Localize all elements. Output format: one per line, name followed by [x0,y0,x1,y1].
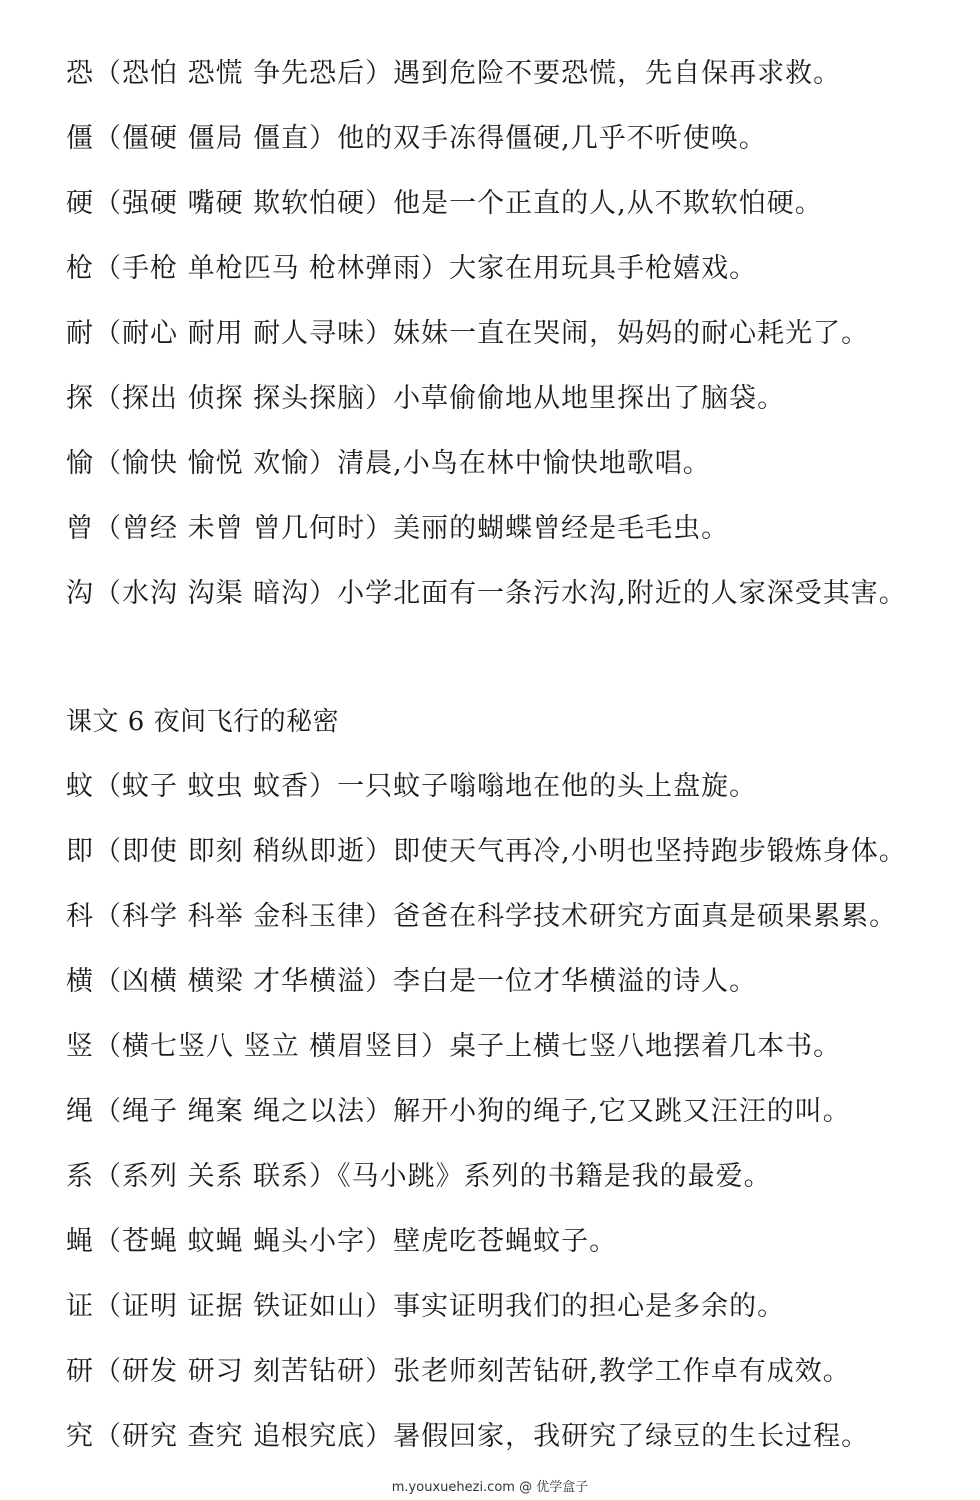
vocab-line: 愉（愉快 愉悦 欢愉）清晨,小鸟在林中愉快地歌唱。 [66,448,711,479]
vocab-line: 竖（横七竖八 竖立 横眉竖目）桌子上横七竖八地摆着几本书。 [66,1031,842,1062]
vocab-line: 探（探出 侦探 探头探脑）小草偷偷地从地里探出了脑袋。 [66,383,786,414]
vocabulary-list-1 [66,52,966,637]
vocab-line: 即（即使 即刻 稍纵即逝）即使天气再冷,小明也坚持跑步锻炼身体。 [66,836,907,867]
vocab-line: 恐（恐怕 恐慌 争先恐后）遇到危险不要恐慌，先自保再求救。 [66,58,842,89]
vocab-line: 蝇（苍蝇 蚊蝇 蝇头小字）壁虎吃苍蝇蚊子。 [66,1226,618,1257]
vocab-line: 沟（水沟 沟渠 暗沟）小学北面有一条污水沟,附近的人家深受其害。 [66,578,907,609]
vocab-line: 究（研究 查究 追根究底）暑假回家，我研究了绿豆的生长过程。 [66,1421,870,1452]
watermark-footer: m.youxuehezi.com @ 优学盒子 [391,1480,589,1495]
vocab-line: 蚊（蚊子 蚊虫 蚊香）一只蚊子嗡嗡地在他的头上盘旋。 [66,771,758,802]
vocab-line: 耐（耐心 耐用 耐人寻味）妹妹一直在哭闹，妈妈的耐心耗光了。 [66,318,870,349]
vocab-line: 硬（强硬 嘴硬 欺软怕硬）他是一个正直的人,从不欺软怕硬。 [66,188,823,219]
vocab-line: 证（证明 证据 铁证如山）事实证明我们的担心是多余的。 [66,1291,786,1322]
vocab-line: 绳（绳子 绳案 绳之以法）解开小狗的绳子,它又跳又汪汪的叫。 [66,1096,851,1127]
vocab-line: 曾（曾经 未曾 曾几何时）美丽的蝴蝶曾经是毛毛虫。 [66,513,730,544]
vocab-line: 横（凶横 横梁 才华横溢）李白是一位才华横溢的诗人。 [66,966,758,997]
lesson-title: 课文 6 夜间飞行的秘密 [66,707,340,737]
vocab-line: 系（系列 关系 联系）《马小跳》系列的书籍是我的最爱。 [66,1161,772,1192]
vocab-line: 僵（僵硬 僵局 僵直）他的双手冻得僵硬,几乎不听使唤。 [66,123,767,154]
vocab-line: 科（科学 科举 金科玉律）爸爸在科学技术研究方面真是硕果累累。 [66,901,898,932]
vocabulary-list-2 [66,700,966,1480]
vocab-line: 研（研发 研习 刻苦钻研）张老师刻苦钻研,教学工作卓有成效。 [66,1356,851,1387]
vocab-line: 枪（手枪 单枪匹马 枪林弹雨）大家在用玩具手枪嬉戏。 [66,253,758,284]
